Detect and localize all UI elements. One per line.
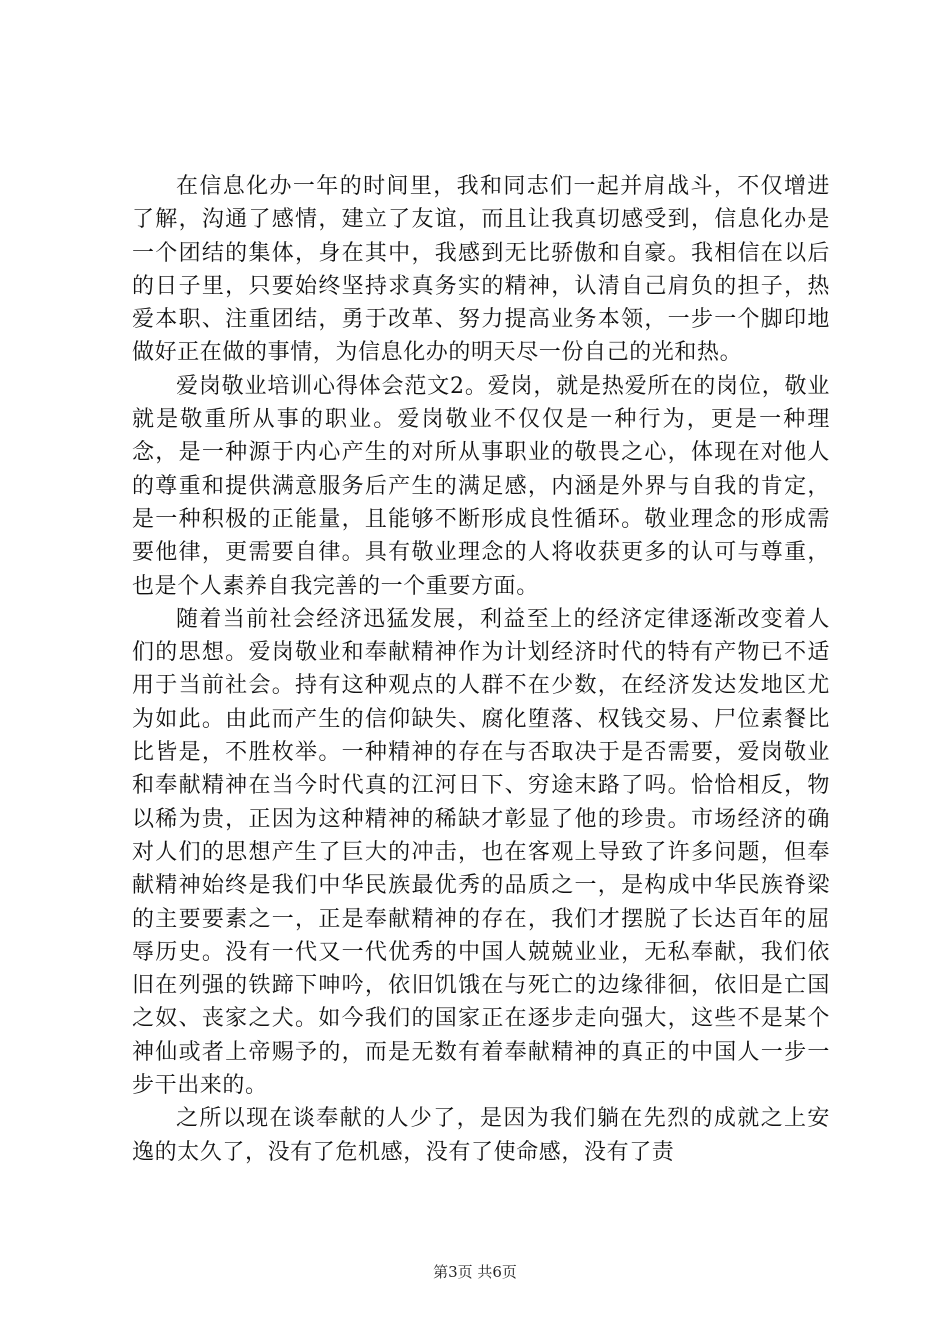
paragraph-3: 随着当前社会经济迅猛发展，利益至上的经济定律逐渐改变着人们的思想。爱岗敬业和奉献精神作为计划经济时代的特有产物已不适用于当前社会。持有这种观点的人群不在少数，在经济发达发地区尤为如此。由此而产生的信仰缺失、腐化堕落、权钱交易、尸位素餐比比皆是，不胜枚举。一种精神的存在与否取决于是否需要，爱岗敬业和奉献精神在当今时代真的江河日下、穷途末路了吗。恰恰相反，物以稀为贵，正因为这种精神的稀缺才彰显了他的珍贵。市场经济的确对人们的思想产生了巨大的冲击，也在客观上导致了许多问题，但奉献精神始终是我们中华民族最优秀的品质之一，是构成中华民族脊梁的主要要素之一，正是奉献精神的存在，我们才摆脱了长达百年的屈辱历史。没有一代又一代优秀的中国人兢兢业业，无私奉献，我们依旧在列强的铁蹄下呻吟，依旧饥饿在与死亡的边缘徘徊，依旧是亡国之奴、丧家之犬。如今我们的国家正在逐步走向强大，这些不是某个神仙或者上帝赐予的，而是无数有着奉献精神的真正的中国人一步一步干出来的。 bbox=[132, 606, 830, 1099]
page-number-footer: 第3页 共6页 bbox=[433, 1263, 517, 1281]
document-body bbox=[132, 170, 830, 1169]
paragraph-4: 之所以现在谈奉献的人少了，是因为我们躺在先烈的成就之上安逸的太久了，没有了危机感，没有了使命感，没有了责 bbox=[132, 1106, 830, 1165]
paragraph-2: 爱岗敬业培训心得体会范文2。爱岗，就是热爱所在的岗位，敬业就是敬重所从事的职业。爱岗敬业不仅仅是一种行为，更是一种理念，是一种源于内心产生的对所从事职业的敬畏之心，体现在对他人的尊重和提供满意服务后产生的满足感，内涵是外界与自我的肯定，是一种积极的正能量，且能够不断形成良性循环。敬业理念的形成需要他律，更需要自律。具有敬业理念的人将收获更多的认可与尊重，也是个人素养自我完善的一个重要方面。 bbox=[132, 373, 830, 599]
paragraph-1: 在信息化办一年的时间里，我和同志们一起并肩战斗，不仅增进了解，沟通了感情，建立了友谊，而且让我真切感受到，信息化办是一个团结的集体，身在其中，我感到无比骄傲和自豪。我相信在以后的日子里，只要始终坚持求真务实的精神，认清自己肩负的担子，热爱本职、注重团结，勇于改革、努力提高业务本领，一步一个脚印地做好正在做的事情，为信息化办的明天尽一份自己的光和热。 bbox=[132, 174, 830, 366]
